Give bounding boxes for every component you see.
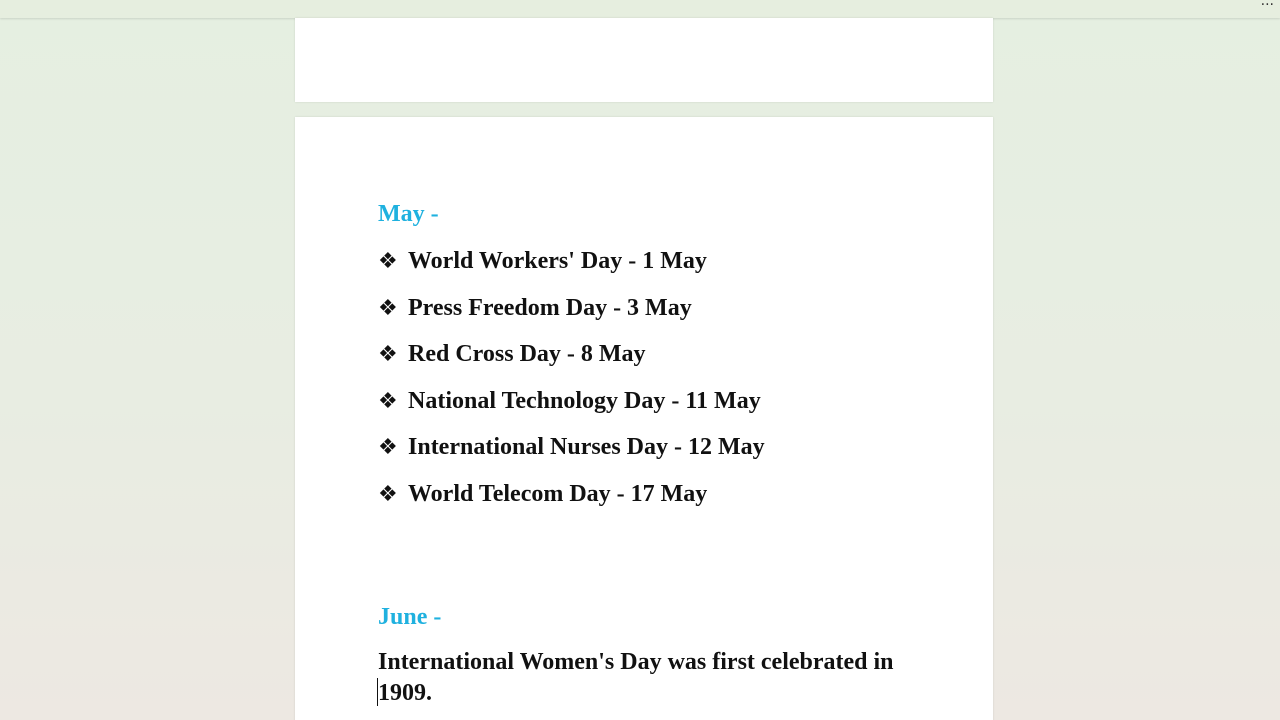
diamond-bullet-icon: ❖ [378, 249, 398, 274]
previous-page [295, 18, 993, 102]
list-item-text: World Workers' Day - 1 May [408, 248, 707, 274]
top-toolbar [0, 0, 1280, 18]
more-options-icon[interactable]: ··· [1260, 0, 1274, 13]
list-item [378, 339, 765, 386]
june-heading: June - [378, 604, 442, 630]
list-item-text: World Telecom Day - 17 May [408, 480, 708, 507]
diamond-bullet-icon: ❖ [378, 435, 398, 461]
text-cursor [377, 678, 378, 706]
diamond-bullet-icon: ❖ [378, 342, 398, 368]
list-item [378, 386, 765, 433]
list-item [378, 432, 765, 479]
list-item-text: Press Freedom Day - 3 May [408, 294, 692, 321]
current-page[interactable] [295, 117, 993, 720]
list-item [378, 479, 765, 526]
june-paragraph: International Women's Day was first celebrated in 1909. [378, 649, 894, 706]
list-item [378, 293, 765, 340]
diamond-bullet-icon: ❖ [378, 295, 398, 321]
list-item [378, 246, 765, 293]
may-heading: May - [378, 201, 439, 227]
list-item-text: International Nurses Day - 12 May [408, 434, 765, 461]
list-item-text: National Technology Day - 11 May [408, 387, 761, 414]
may-list [378, 246, 765, 526]
diamond-bullet-icon: ❖ [378, 388, 398, 414]
list-item-text: Red Cross Day - 8 May [408, 341, 646, 368]
diamond-bullet-icon: ❖ [378, 481, 398, 507]
